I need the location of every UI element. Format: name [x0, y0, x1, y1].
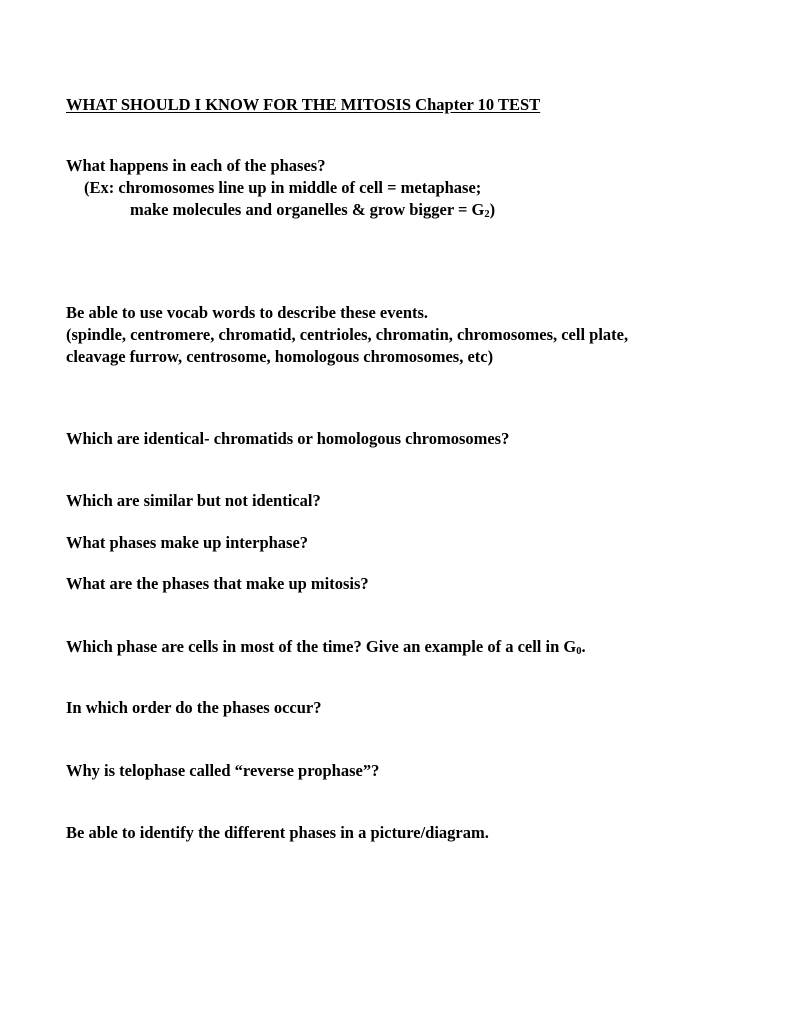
page-title: WHAT SHOULD I KNOW FOR THE MITOSIS Chapter 10 TEST — [66, 95, 541, 114]
question-most-time — [66, 636, 586, 658]
question-phases: What happens in each of the phases? — [66, 156, 326, 175]
question-order: In which order do the phases occur? — [66, 698, 322, 717]
instruction-identify-phases: Be able to identify the different phases in a picture/diagram. — [66, 823, 489, 842]
question-most-time-text: Which phase are cells in most of the time? Give an example of a cell in G — [66, 637, 577, 656]
g0-subscript: 0 — [576, 646, 582, 657]
example-g2-subscript: 2 — [484, 209, 490, 220]
question-telophase: Why is telophase called “reverse prophase”? — [66, 761, 380, 780]
question-identical: Which are identical- chromatids or homologous chromosomes? — [66, 429, 510, 448]
example-g2-close: ) — [489, 200, 496, 219]
question-mitosis-phases: What are the phases that make up mitosis? — [66, 574, 369, 593]
example-g2-text: make molecules and organelles & grow bigger = G — [130, 200, 485, 219]
question-most-time-period: . — [581, 637, 586, 656]
question-interphase: What phases make up interphase? — [66, 533, 309, 552]
example-g2 — [130, 199, 495, 221]
vocab-list-line2: cleavage furrow, centrosome, homologous chromosomes, etc) — [66, 347, 494, 366]
example-metaphase: (Ex: chromosomes line up in middle of cell = metaphase; — [84, 178, 482, 197]
vocab-instruction: Be able to use vocab words to describe these events. — [66, 303, 429, 322]
question-similar: Which are similar but not identical? — [66, 491, 321, 510]
vocab-list-line1: (spindle, centromere, chromatid, centrioles, chromatin, chromosomes, cell plate, — [66, 325, 629, 344]
